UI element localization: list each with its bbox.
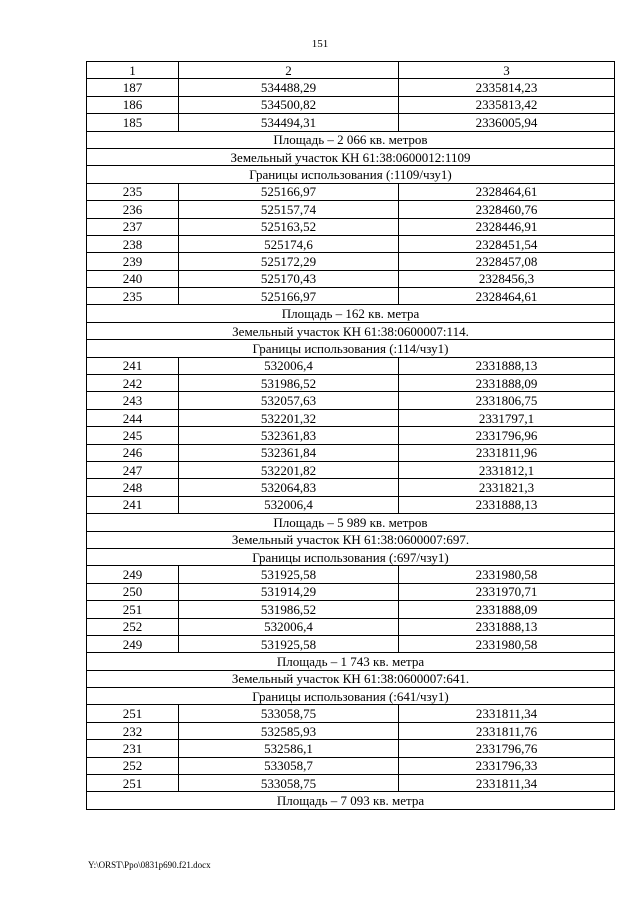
- table-row: [87, 357, 615, 374]
- y-coordinate-cell: 2331980,58: [399, 566, 615, 583]
- point-number-cell: 185: [87, 114, 179, 131]
- point-number-cell: 251: [87, 775, 179, 792]
- y-coordinate-cell: 2331811,34: [399, 775, 615, 792]
- table-row: [87, 722, 615, 739]
- x-coordinate-cell: 525172,29: [179, 253, 399, 270]
- point-number-cell: 246: [87, 444, 179, 461]
- point-number-cell: 251: [87, 705, 179, 722]
- x-coordinate-cell: 532361,83: [179, 427, 399, 444]
- x-coordinate-cell: 534488,29: [179, 79, 399, 96]
- point-number-cell: 247: [87, 461, 179, 478]
- point-number-cell: 238: [87, 235, 179, 252]
- table-row: [87, 479, 615, 496]
- y-coordinate-cell: 2328464,61: [399, 288, 615, 305]
- point-number-cell: 239: [87, 253, 179, 270]
- y-coordinate-cell: 2331888,09: [399, 601, 615, 618]
- table-row: [87, 392, 615, 409]
- table-row: [87, 183, 615, 200]
- section-label: Границы использования (:114/чзу1): [87, 340, 615, 357]
- section-label: Площадь – 5 989 кв. метров: [87, 514, 615, 531]
- y-coordinate-cell: 2328460,76: [399, 201, 615, 218]
- header-cell-point: 1: [87, 62, 179, 79]
- x-coordinate-cell: 525166,97: [179, 288, 399, 305]
- section-row: [87, 792, 615, 809]
- table-row: [87, 635, 615, 652]
- page-number: 151: [311, 38, 329, 50]
- y-coordinate-cell: 2331796,96: [399, 427, 615, 444]
- y-coordinate-cell: 2331812,1: [399, 461, 615, 478]
- section-row: [87, 340, 615, 357]
- section-row: [87, 166, 615, 183]
- table-row: [87, 375, 615, 392]
- point-number-cell: 245: [87, 427, 179, 444]
- footer-file-path: Y:\ORST\Ppo\0831p690.f21.docx: [88, 860, 211, 870]
- x-coordinate-cell: 525166,97: [179, 183, 399, 200]
- table-row: [87, 409, 615, 426]
- section-row: [87, 322, 615, 339]
- table-row: [87, 705, 615, 722]
- table-row: [87, 601, 615, 618]
- y-coordinate-cell: 2328446,91: [399, 218, 615, 235]
- x-coordinate-cell: 525170,43: [179, 270, 399, 287]
- point-number-cell: 186: [87, 96, 179, 113]
- point-number-cell: 237: [87, 218, 179, 235]
- y-coordinate-cell: 2331811,34: [399, 705, 615, 722]
- y-coordinate-cell: 2331796,33: [399, 757, 615, 774]
- table-row: [87, 96, 615, 113]
- table-header-row: [87, 62, 615, 79]
- x-coordinate-cell: 532006,4: [179, 357, 399, 374]
- x-coordinate-cell: 532201,32: [179, 409, 399, 426]
- table-row: [87, 427, 615, 444]
- y-coordinate-cell: 2331811,96: [399, 444, 615, 461]
- x-coordinate-cell: 531986,52: [179, 601, 399, 618]
- x-coordinate-cell: 532586,1: [179, 740, 399, 757]
- table-row: [87, 253, 615, 270]
- section-row: [87, 688, 615, 705]
- y-coordinate-cell: 2335813,42: [399, 96, 615, 113]
- point-number-cell: 251: [87, 601, 179, 618]
- point-number-cell: 248: [87, 479, 179, 496]
- table-row: [87, 114, 615, 131]
- point-number-cell: 187: [87, 79, 179, 96]
- section-label: Границы использования (:697/чзу1): [87, 548, 615, 565]
- section-row: [87, 148, 615, 165]
- x-coordinate-cell: 531914,29: [179, 583, 399, 600]
- x-coordinate-cell: 532006,4: [179, 496, 399, 513]
- point-number-cell: 252: [87, 757, 179, 774]
- table-body: [87, 79, 615, 809]
- section-row: [87, 514, 615, 531]
- y-coordinate-cell: 2328456,3: [399, 270, 615, 287]
- section-label: Площадь – 1 743 кв. метра: [87, 653, 615, 670]
- section-label: Земельный участок КН 61:38:0600007:697.: [87, 531, 615, 548]
- table-row: [87, 583, 615, 600]
- x-coordinate-cell: 525163,52: [179, 218, 399, 235]
- point-number-cell: 236: [87, 201, 179, 218]
- table-row: [87, 618, 615, 635]
- point-number-cell: 252: [87, 618, 179, 635]
- y-coordinate-cell: 2331888,13: [399, 618, 615, 635]
- section-row: [87, 531, 615, 548]
- table-row: [87, 218, 615, 235]
- y-coordinate-cell: 2331806,75: [399, 392, 615, 409]
- point-number-cell: 250: [87, 583, 179, 600]
- y-coordinate-cell: 2331888,13: [399, 357, 615, 374]
- y-coordinate-cell: 2331980,58: [399, 635, 615, 652]
- x-coordinate-cell: 531986,52: [179, 375, 399, 392]
- point-number-cell: 249: [87, 635, 179, 652]
- table-row: [87, 461, 615, 478]
- y-coordinate-cell: 2331811,76: [399, 722, 615, 739]
- section-label: Земельный участок КН 61:38:0600012:1109: [87, 148, 615, 165]
- x-coordinate-cell: 532201,82: [179, 461, 399, 478]
- x-coordinate-cell: 525174,6: [179, 235, 399, 252]
- x-coordinate-cell: 532585,93: [179, 722, 399, 739]
- point-number-cell: 240: [87, 270, 179, 287]
- section-row: [87, 653, 615, 670]
- section-row: [87, 305, 615, 322]
- x-coordinate-cell: 532006,4: [179, 618, 399, 635]
- header-cell-x: 2: [179, 62, 399, 79]
- point-number-cell: 244: [87, 409, 179, 426]
- table-row: [87, 288, 615, 305]
- y-coordinate-cell: 2328464,61: [399, 183, 615, 200]
- section-label: Площадь – 162 кв. метра: [87, 305, 615, 322]
- y-coordinate-cell: 2331888,09: [399, 375, 615, 392]
- y-coordinate-cell: 2331796,76: [399, 740, 615, 757]
- point-number-cell: 242: [87, 375, 179, 392]
- y-coordinate-cell: 2328451,54: [399, 235, 615, 252]
- section-label: Площадь – 7 093 кв. метра: [87, 792, 615, 809]
- table-row: [87, 740, 615, 757]
- table-row: [87, 201, 615, 218]
- section-label: Земельный участок КН 61:38:0600007:114.: [87, 322, 615, 339]
- point-number-cell: 231: [87, 740, 179, 757]
- section-row: [87, 548, 615, 565]
- table-row: [87, 496, 615, 513]
- y-coordinate-cell: 2328457,08: [399, 253, 615, 270]
- x-coordinate-cell: 532057,63: [179, 392, 399, 409]
- x-coordinate-cell: 532361,84: [179, 444, 399, 461]
- section-row: [87, 131, 615, 148]
- x-coordinate-cell: 533058,7: [179, 757, 399, 774]
- section-label: Земельный участок КН 61:38:0600007:641.: [87, 670, 615, 687]
- y-coordinate-cell: 2331797,1: [399, 409, 615, 426]
- x-coordinate-cell: 533058,75: [179, 705, 399, 722]
- y-coordinate-cell: 2331970,71: [399, 583, 615, 600]
- header-cell-y: 3: [399, 62, 615, 79]
- y-coordinate-cell: 2336005,94: [399, 114, 615, 131]
- point-number-cell: 232: [87, 722, 179, 739]
- y-coordinate-cell: 2335814,23: [399, 79, 615, 96]
- section-label: Границы использования (:1109/чзу1): [87, 166, 615, 183]
- coordinates-table: [86, 61, 615, 810]
- x-coordinate-cell: 534500,82: [179, 96, 399, 113]
- section-row: [87, 670, 615, 687]
- table-row: [87, 444, 615, 461]
- table-row: [87, 775, 615, 792]
- point-number-cell: 249: [87, 566, 179, 583]
- x-coordinate-cell: 531925,58: [179, 635, 399, 652]
- section-label: Площадь – 2 066 кв. метров: [87, 131, 615, 148]
- table-row: [87, 270, 615, 287]
- table-row: [87, 79, 615, 96]
- table-row: [87, 235, 615, 252]
- y-coordinate-cell: 2331821,3: [399, 479, 615, 496]
- point-number-cell: 241: [87, 357, 179, 374]
- point-number-cell: 243: [87, 392, 179, 409]
- x-coordinate-cell: 532064,83: [179, 479, 399, 496]
- section-label: Границы использования (:641/чзу1): [87, 688, 615, 705]
- point-number-cell: 235: [87, 183, 179, 200]
- x-coordinate-cell: 531925,58: [179, 566, 399, 583]
- table-row: [87, 566, 615, 583]
- point-number-cell: 241: [87, 496, 179, 513]
- x-coordinate-cell: 533058,75: [179, 775, 399, 792]
- x-coordinate-cell: 525157,74: [179, 201, 399, 218]
- table-row: [87, 757, 615, 774]
- y-coordinate-cell: 2331888,13: [399, 496, 615, 513]
- x-coordinate-cell: 534494,31: [179, 114, 399, 131]
- point-number-cell: 235: [87, 288, 179, 305]
